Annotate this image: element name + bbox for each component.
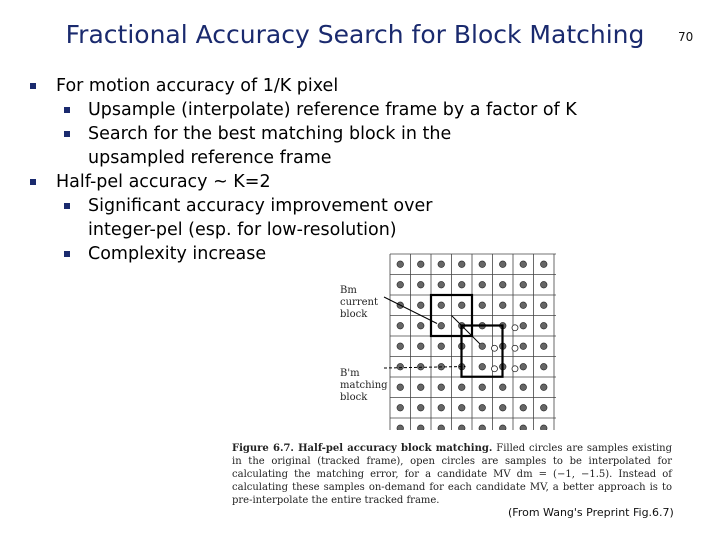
- integer-sample: [520, 363, 527, 370]
- integer-sample: [438, 404, 445, 411]
- bullet-item: [28, 170, 688, 194]
- integer-sample: [438, 425, 445, 430]
- matching-block-arrow: [384, 367, 466, 369]
- integer-sample: [458, 302, 465, 309]
- bullet-item: [28, 74, 688, 98]
- caption-body: Filled circles are samples existing in the original (tracked frame), open circles are samples to be interpolated for calculating the matching error, for a candidate MV dm = (−1, −1.5). Instead of calculating these samples on-demand for each candidate MV, a better approach is to pre-interpolate the entire tracked frame.: [232, 443, 673, 506]
- page-number: 70: [678, 30, 694, 44]
- integer-sample: [438, 281, 445, 288]
- bullet-text: For motion accuracy of 1/K pixel: [56, 76, 339, 96]
- integer-sample: [540, 261, 547, 268]
- interpolated-sample: [492, 345, 498, 351]
- integer-sample: [397, 404, 404, 411]
- integer-sample: [499, 281, 506, 288]
- integer-sample: [479, 404, 486, 411]
- integer-sample: [540, 322, 547, 329]
- source-note: (From Wang's Preprint Fig.6.7): [508, 506, 674, 519]
- sub-bullet-text: Upsample (interpolate) reference frame by a factor of K: [88, 100, 577, 120]
- integer-sample: [479, 363, 486, 370]
- sub-bullet-text: Significant accuracy improvement over integer-pel (esp. for low-resolution): [88, 196, 433, 240]
- integer-sample: [397, 261, 404, 268]
- integer-sample: [438, 302, 445, 309]
- integer-sample: [479, 425, 486, 430]
- integer-sample: [397, 343, 404, 350]
- integer-sample: [520, 343, 527, 350]
- integer-sample: [540, 302, 547, 309]
- square-bullet-icon: [30, 83, 36, 89]
- integer-sample: [520, 404, 527, 411]
- sub-bullet-item: [28, 98, 688, 122]
- integer-sample: [520, 261, 527, 268]
- integer-sample: [499, 302, 506, 309]
- integer-sample: [540, 384, 547, 391]
- integer-sample: [520, 322, 527, 329]
- integer-sample: [438, 343, 445, 350]
- integer-sample: [458, 261, 465, 268]
- interpolated-sample: [492, 366, 498, 372]
- integer-sample: [417, 363, 424, 370]
- integer-sample: [479, 384, 486, 391]
- integer-sample: [397, 363, 404, 370]
- integer-sample: [397, 322, 404, 329]
- slide-title: Fractional Accuracy Search for Block Matching: [65, 20, 645, 49]
- integer-sample: [479, 302, 486, 309]
- figure-caption: [232, 442, 672, 507]
- square-bullet-icon: [64, 203, 70, 209]
- integer-sample: [499, 384, 506, 391]
- integer-sample: [438, 322, 445, 329]
- integer-sample: [458, 281, 465, 288]
- sub-bullet-item: [28, 194, 688, 242]
- integer-sample: [417, 281, 424, 288]
- integer-sample: [438, 384, 445, 391]
- integer-sample: [499, 425, 506, 430]
- square-bullet-icon: [64, 107, 70, 113]
- integer-sample: [479, 281, 486, 288]
- interpolated-sample: [512, 345, 518, 351]
- integer-sample: [417, 404, 424, 411]
- integer-sample: [417, 343, 424, 350]
- integer-sample: [520, 281, 527, 288]
- bullet-text: Half-pel accuracy ~ K=2: [56, 172, 271, 192]
- current-block-label: Bm current block: [340, 285, 378, 320]
- integer-sample: [417, 384, 424, 391]
- integer-sample: [520, 302, 527, 309]
- sub-bullet-item: [28, 122, 688, 170]
- sub-bullet-text: Search for the best matching block in the upsampled reference frame: [88, 124, 452, 168]
- square-bullet-icon: [30, 179, 36, 185]
- integer-sample: [479, 261, 486, 268]
- integer-sample: [417, 261, 424, 268]
- integer-sample: [397, 281, 404, 288]
- integer-sample: [417, 425, 424, 430]
- integer-sample: [520, 384, 527, 391]
- integer-sample: [397, 425, 404, 430]
- integer-sample: [458, 425, 465, 430]
- integer-sample: [417, 302, 424, 309]
- motion-vector-arrow: [452, 316, 481, 345]
- integer-sample: [540, 425, 547, 430]
- sub-bullet-text: Complexity increase: [88, 244, 267, 264]
- integer-sample: [397, 384, 404, 391]
- integer-sample: [417, 322, 424, 329]
- integer-sample: [540, 404, 547, 411]
- integer-sample: [499, 261, 506, 268]
- interpolated-sample: [512, 325, 518, 331]
- integer-sample: [540, 281, 547, 288]
- integer-sample: [499, 404, 506, 411]
- square-bullet-icon: [64, 131, 70, 137]
- interpolated-sample: [512, 366, 518, 372]
- integer-sample: [438, 261, 445, 268]
- integer-sample: [540, 363, 547, 370]
- square-bullet-icon: [64, 251, 70, 257]
- integer-sample: [458, 404, 465, 411]
- caption-heading: Figure 6.7. Half-pel accuracy block matching.: [232, 443, 493, 454]
- half-pel-figure: [336, 250, 556, 430]
- bullet-list: [28, 74, 688, 266]
- integer-sample: [520, 425, 527, 430]
- matching-block-label: B'm matching block: [340, 368, 388, 403]
- integer-sample: [540, 343, 547, 350]
- integer-sample: [458, 384, 465, 391]
